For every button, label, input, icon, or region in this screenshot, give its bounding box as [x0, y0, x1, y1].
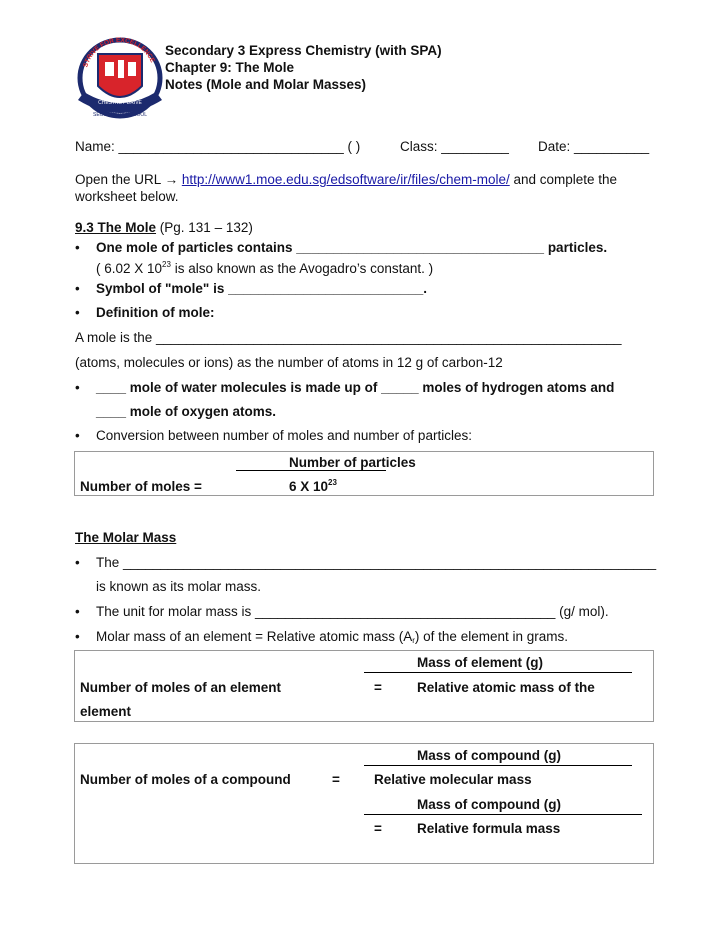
- bullet-icon: •: [75, 380, 80, 395]
- box1-numerator: Number of particles: [289, 455, 416, 470]
- mole-heading: [75, 220, 253, 235]
- definition-line-2: (atoms, molecules or ions) as the number of atoms in 12 g of carbon-12: [75, 355, 503, 370]
- mole-point-1: One mole of particles contains _________________________________ particles.: [96, 240, 608, 255]
- bullet-icon: •: [75, 604, 80, 619]
- molar-point-3-post: ) of the element in grams.: [414, 629, 568, 644]
- box2-numerator: Mass of element (g): [417, 655, 544, 670]
- mole-point-2: Symbol of "mole" is __________________________.: [96, 281, 428, 296]
- box3-equals-2: =: [374, 821, 382, 836]
- definition-line-1: A mole is the ______________________________________________________________: [75, 330, 622, 345]
- bullet-icon: •: [75, 240, 80, 255]
- intro-line: [75, 172, 617, 187]
- fraction-bar: [236, 470, 386, 471]
- fraction-bar: [364, 765, 632, 766]
- molar-point-1-line-2: is known as its molar mass.: [96, 579, 262, 594]
- box2-lhs: Number of moles of an element: [80, 680, 282, 695]
- box2-denominator: Relative atomic mass of the: [417, 680, 595, 695]
- molar-point-1-line-1: The _______________________________________________________________________: [96, 555, 657, 570]
- box1-denominator: [289, 479, 337, 494]
- mole-heading-title: 9.3 The Mole: [75, 220, 157, 235]
- fraction-bar: [364, 814, 642, 815]
- date-field: Date: __________: [538, 139, 650, 154]
- box3-denominator-1: Relative molecular mass: [374, 772, 532, 787]
- chapter-title: Chapter 9: The Mole: [165, 60, 295, 75]
- box3-denominator-2: Relative formula mass: [417, 821, 561, 836]
- bullet-icon: •: [75, 629, 80, 644]
- bullet-icon: •: [75, 428, 80, 443]
- mole-point-4-line-2: ____ mole of oxygen atoms.: [96, 404, 277, 419]
- molar-point-2: [96, 604, 609, 619]
- box1-exponent: 23: [328, 478, 337, 487]
- avogadro-note: [96, 261, 433, 276]
- course-title: Secondary 3 Express Chemistry (with SPA): [165, 43, 442, 58]
- logo-school-type: SECONDARY SCHOOL: [93, 112, 147, 118]
- box3-numerator-1: Mass of compound (g): [417, 748, 561, 763]
- molar-point-3-sub: r: [412, 636, 415, 645]
- box3-lhs: Number of moles of a compound: [80, 772, 291, 787]
- intro-suffix: and complete the: [509, 172, 618, 187]
- mole-point-4-line-1: ____ mole of water molecules is made up of _____ moles of hydrogen atoms and: [96, 380, 615, 395]
- compound-formula-box: [74, 743, 654, 864]
- molar-mass-heading: The Molar Mass: [75, 530, 177, 545]
- molar-point-3-pre: Molar mass of an element = Relative atomic mass (A: [96, 629, 413, 644]
- bullet-icon: •: [75, 555, 80, 570]
- bullet-icon: •: [75, 305, 80, 320]
- mole-point-5: Conversion between number of moles and number of particles:: [96, 428, 472, 443]
- intro-prefix: Open the URL: [75, 172, 165, 187]
- worksheet-link[interactable]: http://www1.moe.edu.sg/edsoftware/ir/files/chem-mole/: [181, 172, 510, 187]
- avogadro-note-post: is also known as the Avogadro’s constant. ): [170, 261, 434, 276]
- intro-line-2: worksheet below.: [75, 189, 179, 204]
- class-field: Class: _________: [400, 139, 509, 154]
- box1-denominator-base: 6 X 10: [289, 479, 329, 494]
- logo-school-name: CHESTNUT DRIVE: [98, 100, 142, 106]
- mole-heading-pages: (Pg. 131 – 132): [156, 220, 253, 235]
- avogadro-exponent: 23: [162, 260, 171, 269]
- box3-numerator-2: Mass of compound (g): [417, 797, 561, 812]
- name-field: Name: ______________________________ ( ): [75, 139, 361, 154]
- box2-equals: =: [374, 680, 382, 695]
- molar-point-3: [96, 629, 568, 644]
- notes-title: Notes (Mole and Molar Masses): [165, 77, 367, 92]
- box1-lhs: Number of moles =: [80, 479, 202, 494]
- molar-point-2-text: The unit for molar mass is ________________________________________ (g/ mol).: [96, 604, 609, 619]
- mole-point-3: Definition of mole:: [96, 305, 215, 320]
- logo-motto: STRIVE FOR EXCELLENCE: [82, 36, 156, 69]
- arrow-icon: →: [164, 172, 179, 187]
- bullet-icon: •: [75, 281, 80, 296]
- box3-equals-1: =: [332, 772, 340, 787]
- fraction-bar: [364, 672, 632, 673]
- school-logo: [72, 30, 168, 122]
- avogadro-note-pre: ( 6.02 X 10: [96, 261, 163, 276]
- box2-wrap: element: [80, 704, 132, 719]
